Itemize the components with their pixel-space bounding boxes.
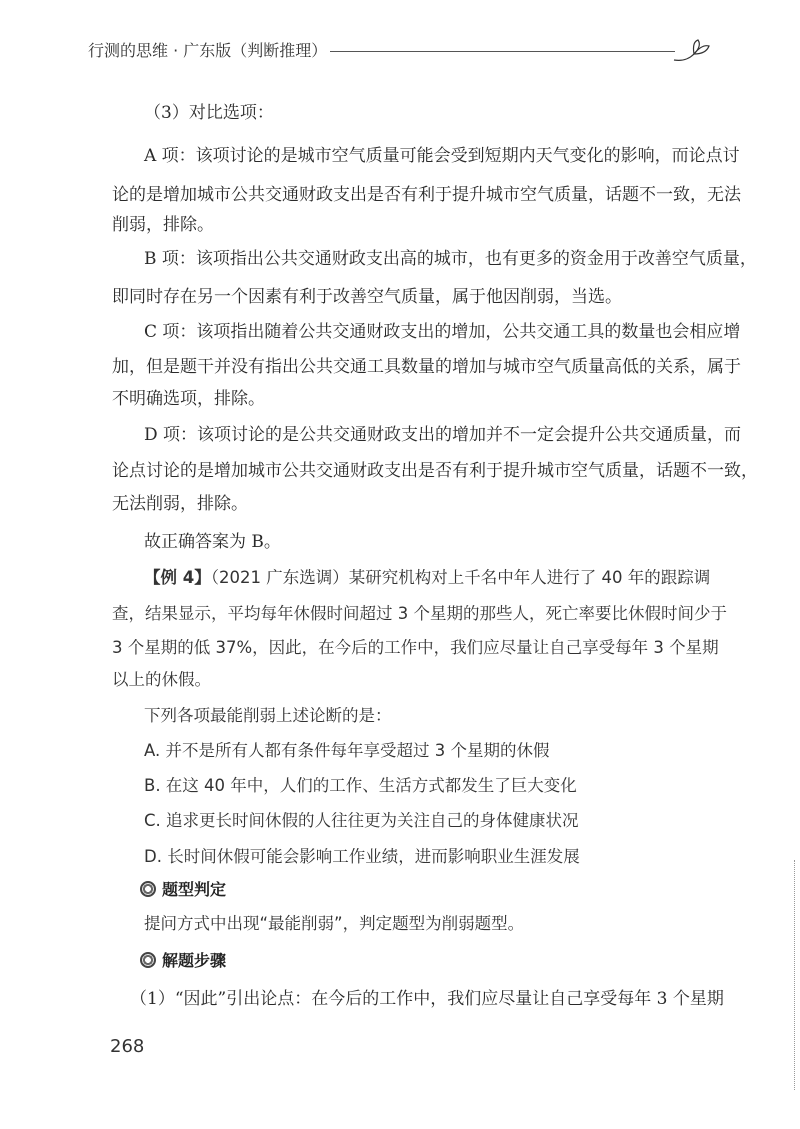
answer-line: 故正确答案为 B。 — [144, 532, 281, 552]
page-number: 268 — [110, 1036, 145, 1057]
example-option-b: B. 在这 40 年中，人们的工作、生活方式都发生了巨大变化 — [144, 776, 577, 795]
steps-section-text: （1）“因此”引出论点：在今后的工作中，我们应尽量让自己享受每年 3 个星期 — [130, 989, 724, 1009]
header-rule — [330, 51, 675, 52]
example-stem-line-3: 3 个星期的低 37%，因此，在今后的工作中，我们应尽量让自己享受每年 3 个星期 — [112, 638, 719, 657]
example-option-c: C. 追求更长时间休假的人往往更为关注自己的身体健康状况 — [144, 811, 579, 830]
section-badge-icon — [140, 881, 156, 897]
example-stem-line-4: 以上的休假。 — [112, 670, 211, 689]
option-a-line-1: A 项：该项讨论的是城市空气质量可能会受到短期内天气变化的影响，而论点讨 — [144, 146, 740, 166]
option-a-line-2: 论的是增加城市公共交通财政支出是否有利于提升城市空气质量，话题不一致，无法 — [112, 185, 741, 205]
sprout-icon — [672, 36, 712, 64]
option-d-line-3: 无法削弱，排除。 — [112, 494, 248, 514]
section-badge-icon — [140, 952, 156, 968]
steps-section-heading — [140, 950, 226, 972]
option-c-line-3: 不明确选项，排除。 — [112, 389, 265, 409]
type-section-heading — [140, 879, 226, 901]
running-header — [88, 36, 710, 66]
scan-edge-dots — [794, 860, 795, 1090]
type-section-title: 题型判定 — [162, 880, 227, 899]
analysis-heading: （3）对比选项： — [144, 103, 274, 123]
steps-section-title: 解题步骤 — [162, 951, 227, 970]
example-stem-text: （2021 广东选调）某研究机构对上千名中年人进行了 40 年的跟踪调 — [210, 568, 711, 587]
header-title: 行测的思维 · 广东版（判断推理） — [88, 41, 328, 60]
example-question: 下列各项最能削弱上述论断的是： — [144, 706, 392, 725]
option-b-line-2: 即同时存在另一个因素有利于改善空气质量，属于他因削弱，当选。 — [112, 287, 622, 307]
example-option-d: D. 长时间休假可能会影响工作业绩，进而影响职业生涯发展 — [144, 847, 580, 866]
option-c-line-2: 加，但是题干并没有指出公共交通工具数量的增加与城市空气质量高低的关系，属于 — [112, 357, 741, 377]
option-b-line-1: B 项：该项指出公共交通财政支出高的城市，也有更多的资金用于改善空气质量， — [144, 249, 757, 269]
option-d-line-1: D 项：该项讨论的是公共交通财政支出的增加并不一定会提升公共交通质量，而 — [144, 425, 742, 445]
type-section-text: 提问方式中出现“最能削弱”，判定题型为削弱题型。 — [144, 914, 525, 933]
example-tag: 【例 4】 — [144, 568, 211, 587]
example-stem-line-2: 查，结果显示，平均每年休假时间超过 3 个星期的那些人，死亡率要比休假时间少于 — [112, 604, 727, 623]
example-stem-line-1 — [144, 567, 712, 589]
example-option-a: A. 并不是所有人都有条件每年享受超过 3 个星期的休假 — [144, 741, 550, 760]
option-c-line-1: C 项：该项指出随着公共交通财政支出的增加，公共交通工具的数量也会相应增 — [144, 322, 741, 342]
option-a-line-3: 削弱，排除。 — [112, 215, 214, 235]
option-d-line-2: 论点讨论的是增加城市公共交通财政支出是否有利于提升城市空气质量，话题不一致， — [112, 461, 758, 481]
